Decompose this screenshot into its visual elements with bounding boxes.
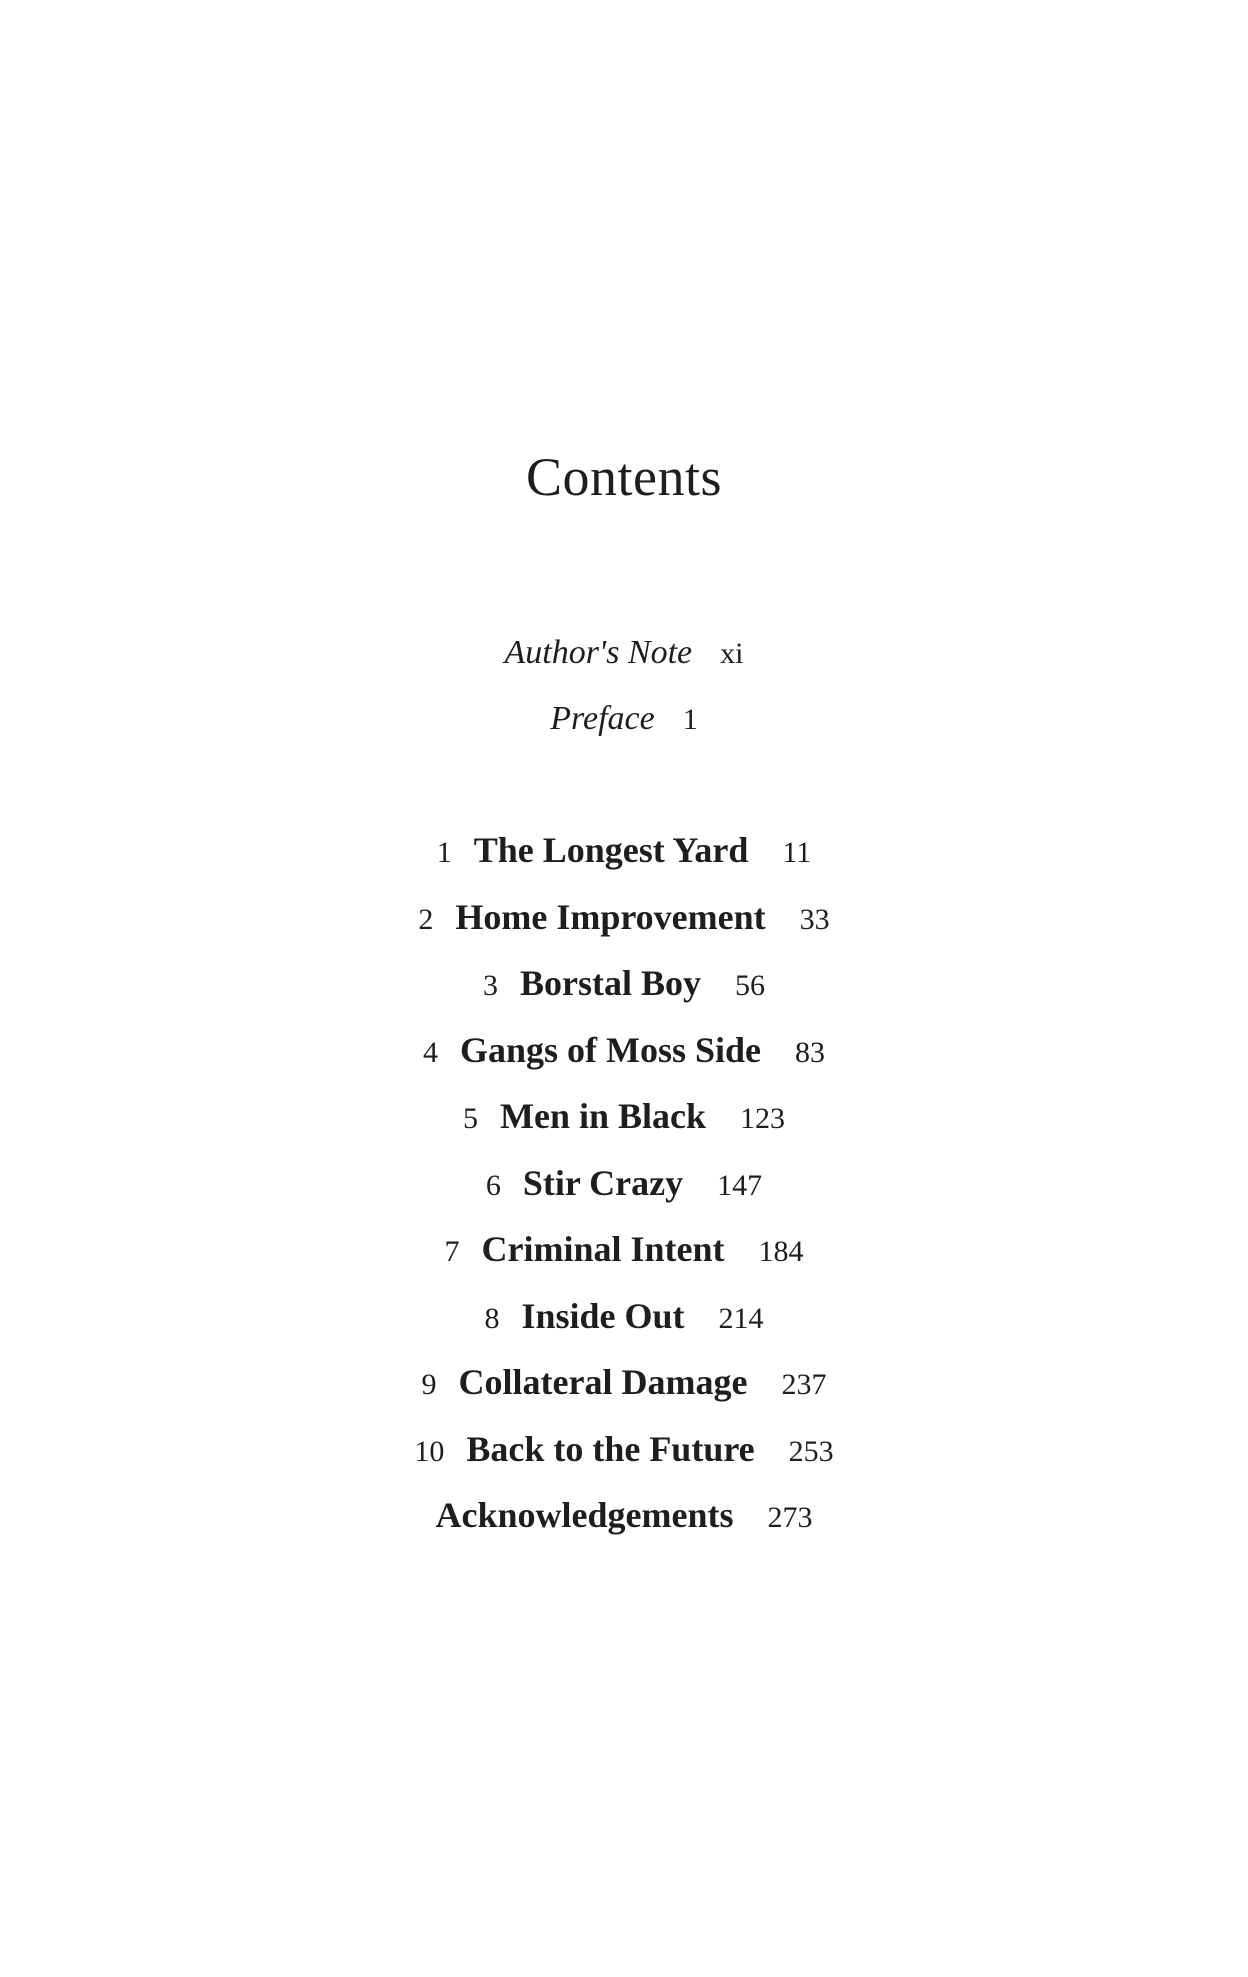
front-matter-page: xi [720,637,744,670]
front-matter-label: Author's Note [504,634,693,671]
chapter-page: 56 [735,969,765,1002]
chapter-page: 147 [717,1168,763,1202]
chapter-page: 184 [758,1235,804,1268]
chapter-number: 6 [485,1168,501,1202]
chapter-page: 253 [788,1434,834,1468]
chapter-title: Criminal Intent [481,1229,725,1269]
chapter-entry [0,1357,1248,1424]
chapter-list [0,825,1248,1557]
chapter-entry [0,825,1248,892]
chapter-number: 9 [421,1368,437,1401]
chapter-page: 237 [781,1368,827,1401]
chapter-entry [0,892,1248,959]
chapter-entry [0,1025,1248,1092]
chapter-number: 10 [414,1434,445,1468]
chapter-entry [0,1424,1248,1491]
chapter-entry [0,958,1248,1025]
chapter-page: 33 [799,902,830,936]
chapter-entry [0,1291,1248,1358]
chapter-title: Collateral Damage [458,1362,748,1402]
chapter-page: 214 [718,1301,764,1335]
chapter-number: 5 [462,1102,478,1135]
chapter-title: Inside Out [521,1295,685,1336]
front-matter-label: Preface [550,700,655,737]
chapter-title: Stir Crazy [522,1162,684,1203]
chapter-page: 83 [795,1035,826,1069]
chapter-page: 123 [740,1102,785,1135]
chapter-page: 273 [767,1501,813,1534]
chapter-number: 7 [444,1235,460,1268]
chapter-number: 2 [418,902,434,936]
chapter-title: Borstal Boy [519,963,701,1003]
chapter-title: Back to the Future [466,1428,755,1469]
chapter-entry [0,1158,1248,1225]
chapter-page: 11 [782,836,812,869]
front-matter-entry [0,699,1248,740]
front-matter-page: 1 [682,703,698,736]
chapter-title: Acknowledgements [435,1495,734,1535]
chapter-number: 3 [482,969,498,1002]
front-matter-entry [0,633,1248,674]
chapter-number: 4 [422,1035,438,1069]
chapter-entry [0,1224,1248,1291]
chapter-title: Men in Black [499,1096,706,1136]
chapter-title: Gangs of Moss Side [459,1029,762,1070]
page-title: Contents [525,447,722,507]
chapter-number: 8 [484,1301,500,1335]
chapter-title: The Longest Yard [473,830,749,870]
chapter-entry [0,1091,1248,1158]
chapter-number: 1 [436,836,452,869]
chapter-title: Home Improvement [455,896,766,937]
chapter-entry [0,1490,1248,1557]
